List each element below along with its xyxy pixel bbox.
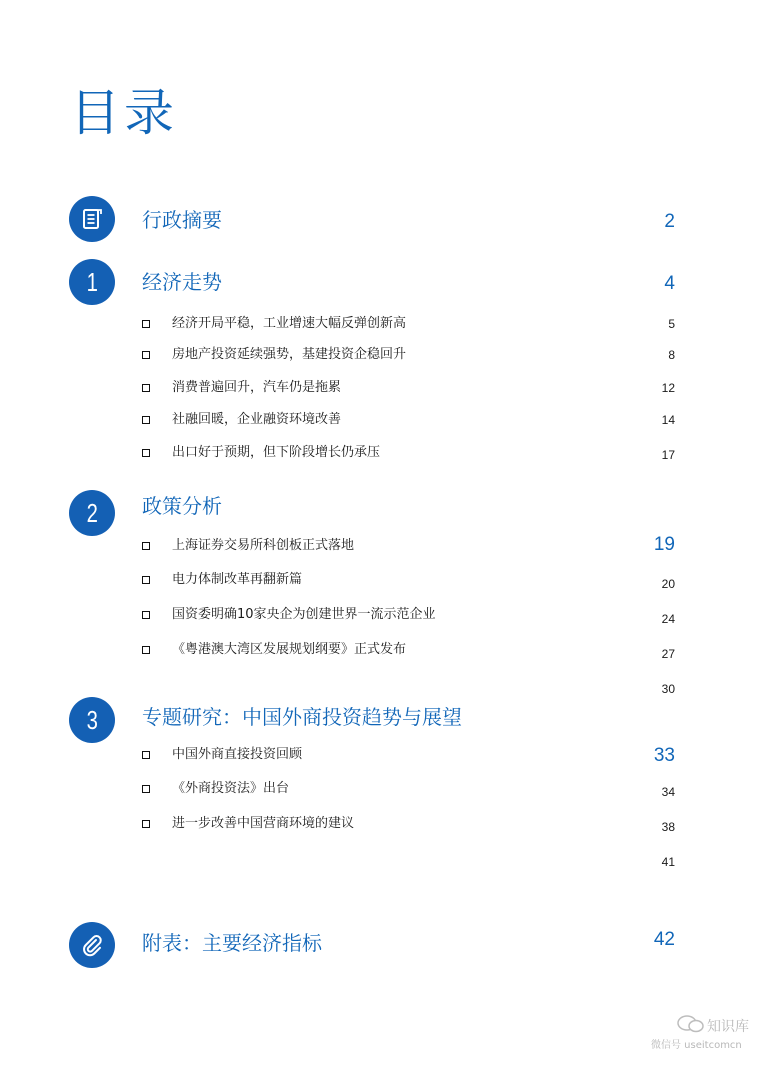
checkbox-icon bbox=[142, 785, 150, 793]
toc-item-page[interactable]: 17 bbox=[661, 448, 675, 462]
toc-item-label: 上海证券交易所科创板正式落地 bbox=[172, 538, 355, 553]
checkbox-icon bbox=[142, 320, 150, 328]
toc-item[interactable] bbox=[142, 348, 406, 361]
toc-item-label: 电力体制改革再翻新篇 bbox=[172, 572, 303, 587]
checkbox-icon bbox=[142, 611, 150, 619]
toc-item-page[interactable]: 8 bbox=[668, 348, 675, 362]
document-icon bbox=[69, 196, 115, 242]
page-title: 目录 bbox=[70, 84, 178, 142]
checkbox-icon bbox=[142, 576, 150, 584]
section-number: 3 bbox=[86, 704, 98, 735]
toc-item-label: 社融回暖，企业融资环境改善 bbox=[172, 412, 342, 427]
paperclip-icon bbox=[69, 922, 115, 968]
checkbox-icon bbox=[142, 820, 150, 828]
toc-item-label: 《粤港澳大湾区发展规划纲要》正式发布 bbox=[172, 642, 407, 657]
checkbox-icon bbox=[142, 449, 150, 457]
section-page-3[interactable]: 33 bbox=[653, 745, 675, 766]
checkbox-icon bbox=[142, 751, 150, 759]
wechat-icon bbox=[677, 1014, 705, 1034]
watermark bbox=[651, 1014, 763, 1054]
toc-item-label: 房地产投资延续强势，基建投资企稳回升 bbox=[172, 347, 407, 362]
toc-item-page[interactable]: 14 bbox=[661, 413, 675, 427]
toc-item-label: 出口好于预期，但下阶段增长仍承压 bbox=[172, 445, 381, 460]
section-number: 1 bbox=[86, 266, 98, 297]
toc-item-label: 国资委明确10家央企为创建世界一流示范企业 bbox=[172, 607, 436, 622]
toc-item-label: 中国外商直接投资回顾 bbox=[172, 747, 303, 762]
toc-item[interactable] bbox=[142, 573, 302, 586]
section-title-3[interactable]: 专题研究：中国外商投资趋势与展望 bbox=[142, 705, 462, 729]
toc-item-label: 进一步改善中国营商环境的建议 bbox=[172, 816, 355, 831]
section-page-appendix[interactable]: 42 bbox=[653, 929, 675, 950]
toc-item[interactable] bbox=[142, 317, 406, 330]
checkbox-icon bbox=[142, 542, 150, 550]
section-number-badge bbox=[69, 697, 115, 743]
toc-item[interactable] bbox=[142, 608, 436, 621]
toc-item[interactable] bbox=[142, 413, 341, 426]
checkbox-icon bbox=[142, 416, 150, 424]
toc-item[interactable] bbox=[142, 643, 406, 656]
section-number-badge bbox=[69, 490, 115, 536]
watermark-name: 知识库 bbox=[707, 1019, 749, 1035]
toc-item-page[interactable]: 27 bbox=[661, 647, 675, 661]
toc-item-label: 消费普遍回升，汽车仍是拖累 bbox=[172, 380, 342, 395]
toc-item[interactable] bbox=[142, 782, 289, 795]
checkbox-icon bbox=[142, 351, 150, 359]
toc-item-page[interactable]: 24 bbox=[661, 612, 675, 626]
toc-item-page[interactable]: 5 bbox=[668, 317, 675, 331]
section-number: 2 bbox=[86, 497, 98, 528]
toc-item[interactable] bbox=[142, 748, 302, 761]
checkbox-icon bbox=[142, 384, 150, 392]
toc-item-page[interactable]: 12 bbox=[661, 381, 675, 395]
toc-item[interactable] bbox=[142, 381, 341, 394]
section-title-exec[interactable]: 行政摘要 bbox=[142, 208, 222, 232]
toc-item[interactable] bbox=[142, 446, 380, 459]
section-page-exec[interactable]: 2 bbox=[664, 211, 675, 232]
toc-item-page[interactable]: 41 bbox=[661, 855, 675, 869]
toc-item-page[interactable]: 20 bbox=[661, 577, 675, 591]
toc-item-label: 《外商投资法》出台 bbox=[172, 781, 290, 796]
toc-item-page[interactable]: 38 bbox=[661, 820, 675, 834]
section-title-1[interactable]: 经济走势 bbox=[142, 270, 222, 294]
toc-item-label: 经济开局平稳，工业增速大幅反弹创新高 bbox=[172, 316, 407, 331]
toc-item-page[interactable]: 34 bbox=[661, 785, 675, 799]
section-title-appendix[interactable]: 附表：主要经济指标 bbox=[142, 931, 322, 955]
checkbox-icon bbox=[142, 646, 150, 654]
watermark-sub: 微信号 useitcomcn bbox=[651, 1040, 742, 1051]
section-number-badge bbox=[69, 259, 115, 305]
toc-item[interactable] bbox=[142, 539, 354, 552]
section-page-1[interactable]: 4 bbox=[664, 273, 675, 294]
toc-item[interactable] bbox=[142, 817, 354, 830]
toc-item-page[interactable]: 30 bbox=[661, 682, 675, 696]
section-page-2[interactable]: 19 bbox=[653, 534, 675, 555]
section-title-2[interactable]: 政策分析 bbox=[142, 494, 222, 518]
